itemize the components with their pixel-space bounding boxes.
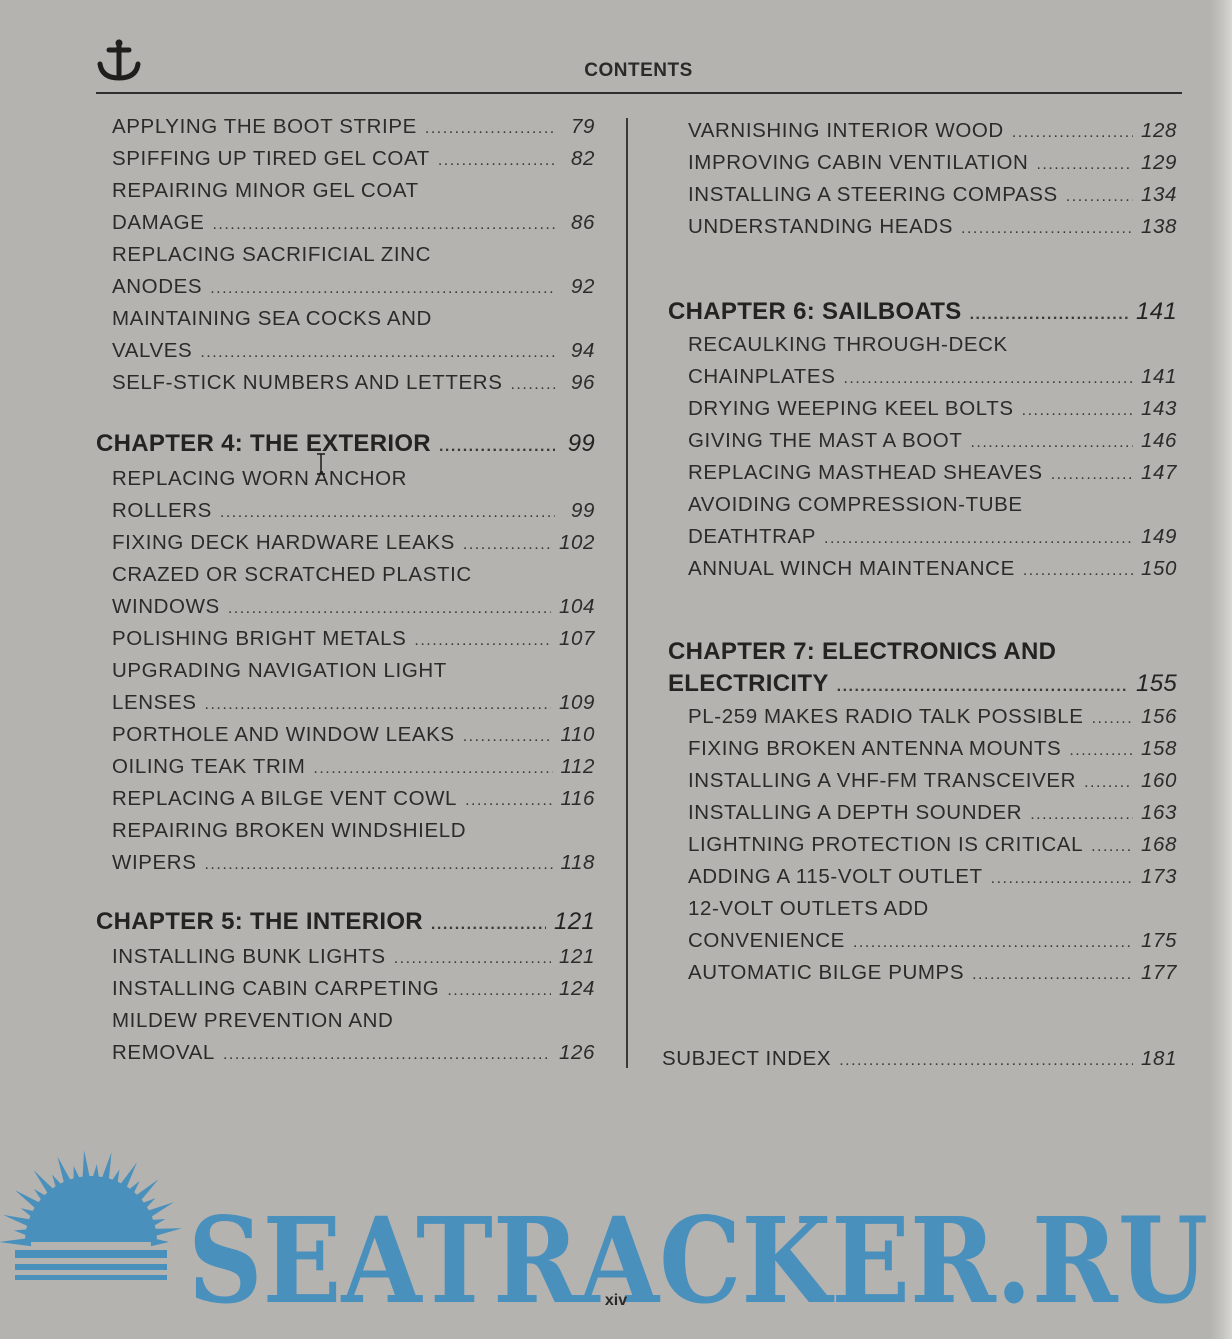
page-ref: 116 (560, 787, 595, 810)
dot-leader (447, 982, 551, 1000)
entry-title: INSTALLING A VHF-FM TRANSCEIVER (688, 769, 1077, 792)
dot-leader (991, 870, 1133, 888)
entry-title: ADDING A 115-VOLT OUTLET (688, 865, 983, 888)
page-ref: 94 (570, 339, 595, 362)
entry-title: INSTALLING A DEPTH SOUNDER (688, 801, 1023, 824)
page-ref: 118 (560, 851, 595, 874)
toc-entry (112, 275, 595, 299)
toc-entry (688, 705, 1177, 729)
page-ref: 128 (1140, 119, 1177, 142)
entry-title: MAINTAINING SEA COCKS AND (112, 307, 432, 330)
entry-title: RECAULKING THROUGH-DECK (688, 333, 1008, 356)
dot-leader (1084, 774, 1133, 792)
toc-entry (112, 243, 431, 267)
dot-leader (223, 1046, 551, 1064)
dot-leader (463, 536, 551, 554)
column-divider (626, 118, 628, 1068)
page-ref: 155 (1136, 670, 1177, 697)
entry-title: CONVENIENCE (688, 929, 845, 952)
entry-title: UPGRADING NAVIGATION LIGHT (112, 659, 447, 682)
page-ref: 173 (1140, 865, 1177, 888)
dot-leader (414, 632, 551, 650)
page-ref: 147 (1140, 461, 1177, 484)
toc-entry (688, 865, 1177, 889)
dot-leader (313, 760, 552, 778)
page-ref: 160 (1140, 769, 1177, 792)
toc-entry (112, 339, 595, 363)
dot-leader (439, 438, 555, 456)
entry-title: ANODES (112, 275, 203, 298)
entry-title: OILING TEAK TRIM (112, 755, 306, 778)
entry-title: ROLLERS (112, 499, 212, 522)
dot-leader (212, 216, 555, 234)
entry-title: REPAIRING MINOR GEL COAT (112, 179, 419, 202)
dot-leader (853, 934, 1133, 952)
page-ref: 121 (554, 908, 595, 935)
toc-entry (112, 659, 447, 683)
dot-leader (1012, 124, 1133, 142)
dot-leader (972, 966, 1133, 984)
toc-entry (112, 371, 595, 395)
entry-title: MILDEW PREVENTION AND (112, 1009, 394, 1032)
dot-leader (438, 152, 555, 170)
entry-title: WINDOWS (112, 595, 220, 618)
page-ref: 126 (558, 1041, 595, 1064)
entry-title: LENSES (112, 691, 197, 714)
dot-leader (970, 306, 1128, 324)
toc-entry (112, 1009, 393, 1033)
toc-entry (688, 151, 1177, 175)
entry-title: CHAPTER 6: SAILBOATS (668, 298, 962, 325)
toc-entry (688, 737, 1177, 761)
page-ref: 129 (1140, 151, 1177, 174)
entry-title: REMOVAL (112, 1041, 215, 1064)
entry-title: CHAINPLATES (688, 365, 836, 388)
entry-title: VALVES (112, 339, 193, 362)
entry-title: LIGHTNING PROTECTION IS CRITICAL (688, 833, 1084, 856)
dot-leader (204, 856, 552, 874)
entry-title: ELECTRICITY (668, 670, 829, 697)
page-ref: 163 (1140, 801, 1177, 824)
entry-title: UNDERSTANDING HEADS (688, 215, 954, 238)
dot-leader (1030, 806, 1133, 824)
dot-leader (970, 434, 1133, 452)
page-ref: 82 (570, 147, 595, 170)
page-ref: 150 (1140, 557, 1177, 580)
header-rule (96, 92, 1182, 94)
entry-title: DEATHTRAP (688, 525, 817, 548)
page-ref: 146 (1140, 429, 1177, 452)
dot-leader (1022, 402, 1133, 420)
toc-entry (112, 211, 595, 235)
toc-entry (688, 333, 1008, 357)
text-cursor-icon (316, 452, 326, 476)
entry-title: SELF-STICK NUMBERS AND LETTERS (112, 371, 503, 394)
page-ref: 124 (558, 977, 595, 1000)
dot-leader (839, 1052, 1133, 1070)
entry-title: AVOIDING COMPRESSION-TUBE (688, 493, 1023, 516)
entry-title: REPLACING WORN ANCHOR (112, 467, 408, 490)
toc-entry (112, 977, 595, 1001)
entry-title: POLISHING BRIGHT METALS (112, 627, 407, 650)
entry-title: INSTALLING A STEERING COMPASS (688, 183, 1058, 206)
toc-entry (112, 531, 595, 555)
page-ref: 96 (570, 371, 595, 394)
dot-leader (228, 600, 551, 618)
toc-entry (688, 119, 1177, 143)
dot-leader (1069, 742, 1133, 760)
entry-title: CHAPTER 4: THE EXTERIOR (96, 430, 431, 457)
toc-entry (112, 627, 595, 651)
entry-title: CRAZED OR SCRATCHED PLASTIC (112, 563, 472, 586)
page-ref: 181 (1140, 1047, 1177, 1070)
dot-leader (824, 530, 1133, 548)
entry-title: VARNISHING INTERIOR WOOD (688, 119, 1004, 142)
entry-title: REPLACING MASTHEAD SHEAVES (688, 461, 1043, 484)
toc-entry (688, 897, 929, 921)
toc-entry (688, 365, 1177, 389)
entry-title: REPLACING SACRIFICIAL ZINC (112, 243, 431, 266)
dot-leader (1023, 562, 1133, 580)
entry-title: AUTOMATIC BILGE PUMPS (688, 961, 965, 984)
chapter-heading (96, 908, 595, 936)
entry-title: CHAPTER 7: ELECTRONICS AND (668, 638, 1057, 665)
dot-leader (1092, 710, 1133, 728)
dot-leader (205, 696, 551, 714)
dot-leader (394, 950, 551, 968)
entry-title: INSTALLING CABIN CARPETING (112, 977, 440, 1000)
dot-leader (425, 120, 555, 138)
page-title: CONTENTS (584, 60, 693, 81)
toc-entry (688, 961, 1177, 985)
toc-entry (688, 769, 1177, 793)
toc-entry (688, 833, 1177, 857)
page-ref: 79 (570, 115, 595, 138)
entry-title: DAMAGE (112, 211, 205, 234)
dot-leader (1036, 156, 1133, 174)
dot-leader (961, 220, 1133, 238)
page-ref: 110 (560, 723, 595, 746)
page-ref: 168 (1140, 833, 1177, 856)
page-ref: 138 (1140, 215, 1177, 238)
entry-title: REPAIRING BROKEN WINDSHIELD (112, 819, 467, 842)
toc-entry (688, 493, 1023, 517)
dot-leader (1051, 466, 1133, 484)
toc-entry (688, 525, 1177, 549)
watermark-text: SEATRACKER.RU (188, 1191, 1208, 1330)
toc-entry (112, 691, 595, 715)
page-ref: 104 (558, 595, 595, 618)
toc-entry (688, 929, 1177, 953)
chapter-heading (668, 638, 1056, 666)
page-ref: 149 (1140, 525, 1177, 548)
toc-entry (112, 179, 419, 203)
entry-title: WIPERS (112, 851, 197, 874)
toc-entry (688, 461, 1177, 485)
toc-entry (112, 1041, 595, 1065)
entry-title: GIVING THE MAST A BOOT (688, 429, 963, 452)
entry-title: FIXING BROKEN ANTENNA MOUNTS (688, 737, 1062, 760)
sun-icon (0, 1150, 182, 1280)
toc-entry (112, 851, 595, 875)
dot-leader (837, 678, 1128, 696)
page-ref: 107 (558, 627, 595, 650)
dot-leader (510, 376, 555, 394)
toc-entry (112, 595, 595, 619)
toc-entry (688, 183, 1177, 207)
entry-title: APPLYING THE BOOT STRIPE (112, 115, 417, 138)
toc-entry (112, 467, 407, 491)
entry-title: CHAPTER 5: THE INTERIOR (96, 908, 423, 935)
page-ref: 121 (558, 945, 595, 968)
page-ref: 134 (1140, 183, 1177, 206)
page-ref: 102 (558, 531, 595, 554)
toc-entry (112, 819, 466, 843)
page-ref: 143 (1140, 397, 1177, 420)
page-ref: 109 (558, 691, 595, 714)
page-ref: 177 (1140, 961, 1177, 984)
page-ref: 99 (567, 430, 595, 457)
page-ref: 92 (570, 275, 595, 298)
chapter-heading (668, 670, 1177, 698)
chapter-heading (668, 298, 1177, 326)
entry-title: SPIFFING UP TIRED GEL COAT (112, 147, 430, 170)
toc-entry (112, 147, 595, 171)
entry-title: IMPROVING CABIN VENTILATION (688, 151, 1029, 174)
entry-title: PL-259 MAKES RADIO TALK POSSIBLE (688, 705, 1084, 728)
entry-title: FIXING DECK HARDWARE LEAKS (112, 531, 455, 554)
entry-title: REPLACING A BILGE VENT COWL (112, 787, 458, 810)
entry-title: SUBJECT INDEX (662, 1047, 832, 1070)
toc-entry (688, 397, 1177, 421)
toc-entry (112, 563, 472, 587)
chapter-heading (96, 430, 595, 458)
toc-entry (688, 215, 1177, 239)
dot-leader (210, 280, 555, 298)
toc-entry (112, 787, 595, 811)
dot-leader (431, 916, 546, 934)
entry-title: PORTHOLE AND WINDOW LEAKS (112, 723, 455, 746)
page-edge (1210, 0, 1232, 1339)
entry-title: INSTALLING BUNK LIGHTS (112, 945, 386, 968)
dot-leader (1066, 188, 1133, 206)
dot-leader (843, 370, 1133, 388)
toc-entry (112, 755, 595, 779)
toc-entry (688, 801, 1177, 825)
page-ref: 86 (570, 211, 595, 234)
dot-leader (220, 504, 555, 522)
toc-entry (112, 307, 432, 331)
page-ref: 141 (1136, 298, 1177, 325)
toc-entry (688, 429, 1177, 453)
page-ref: 99 (570, 499, 595, 522)
page-ref: 175 (1140, 929, 1177, 952)
dot-leader (1091, 838, 1133, 856)
toc-entry (112, 499, 595, 523)
toc-entry (112, 945, 595, 969)
toc-entry (112, 723, 595, 747)
page-ref: 112 (560, 755, 595, 778)
entry-title: DRYING WEEPING KEEL BOLTS (688, 397, 1014, 420)
entry-title: ANNUAL WINCH MAINTENANCE (688, 557, 1015, 580)
toc-entry (112, 115, 595, 139)
entry-title: 12-VOLT OUTLETS ADD (688, 897, 929, 920)
page-ref: 156 (1140, 705, 1177, 728)
index-entry (662, 1047, 1177, 1071)
dot-leader (200, 344, 555, 362)
page-number: xiv (604, 1292, 628, 1309)
page-ref: 141 (1140, 365, 1177, 388)
page-ref: 158 (1140, 737, 1177, 760)
toc-entry (688, 557, 1177, 581)
dot-leader (463, 728, 553, 746)
dot-leader (465, 792, 552, 810)
